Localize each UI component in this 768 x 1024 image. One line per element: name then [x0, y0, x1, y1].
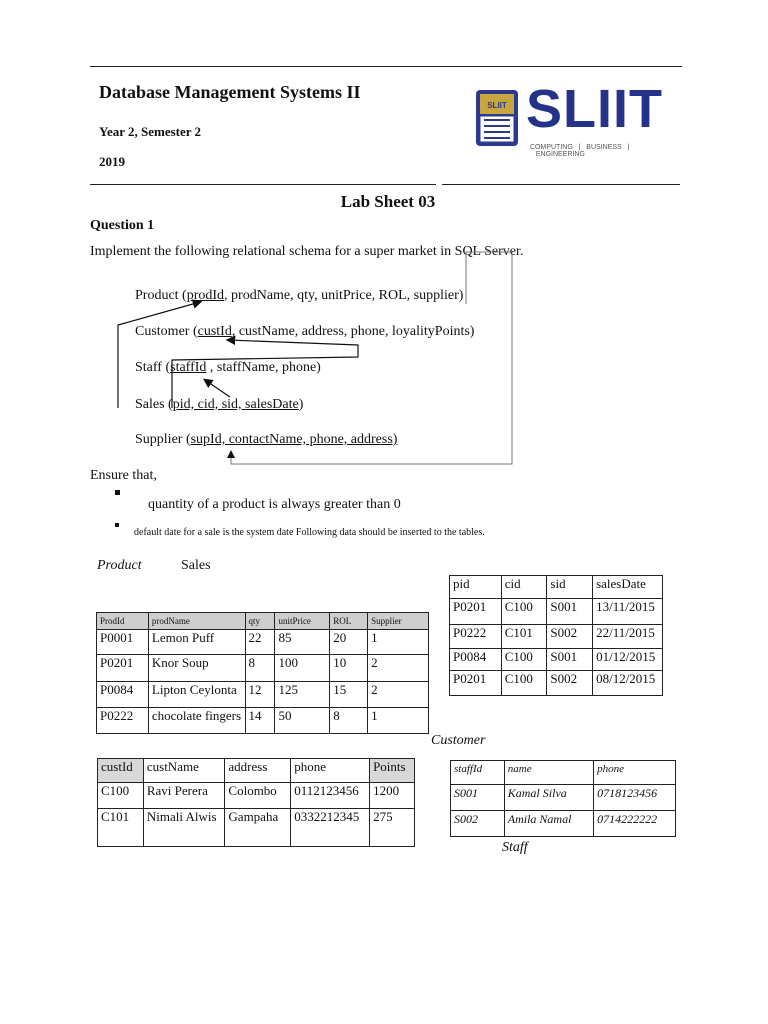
table-row — [450, 599, 663, 625]
logo-tagline: COMPUTING | BUSINESS | ENGINEERING — [530, 144, 630, 158]
staff-caption: Staff — [502, 840, 528, 855]
table-cell: 1 — [368, 630, 429, 655]
column-header: unitPrice — [275, 613, 330, 630]
column-header: prodName — [148, 613, 245, 630]
column-header: phone — [291, 759, 370, 783]
ensure-text: Ensure that, — [90, 468, 157, 483]
schema-staff: Staff (staffId , staffName, phone) — [135, 360, 321, 375]
table-cell: 0112123456 — [291, 783, 370, 809]
table-cell: 10 — [330, 655, 368, 682]
table-cell: 08/12/2015 — [593, 671, 663, 696]
table-cell: S002 — [451, 811, 505, 837]
schema-product: Product (prodId, prodName, qty, unitPrice, ROL, supplier) — [135, 288, 464, 303]
table-cell: 1200 — [370, 783, 415, 809]
table-cell: 2 — [368, 655, 429, 682]
table-cell: P0084 — [450, 649, 502, 671]
table-row — [451, 811, 676, 837]
schema-supplier: Supplier (supId, contactName, phone, address) — [135, 432, 398, 447]
product-caption: Product — [97, 558, 142, 573]
table-cell: 0714222222 — [594, 811, 676, 837]
table-cell: 20 — [330, 630, 368, 655]
bullet-2-text: default date for a sale is the system date Following data should be inserted to the tables. — [134, 527, 485, 538]
table-cell: C100 — [501, 599, 547, 625]
column-header: pid — [450, 576, 502, 599]
crest-text: SLIIT — [487, 101, 507, 110]
column-header: ROL — [330, 613, 368, 630]
table-cell: 22 — [245, 630, 275, 655]
table-cell: 12 — [245, 682, 275, 708]
table-header-row — [451, 761, 676, 785]
table-cell: P0222 — [97, 708, 149, 734]
table-cell: S002 — [547, 625, 593, 649]
year: 2019 — [99, 154, 125, 169]
table-cell: 14 — [245, 708, 275, 734]
column-header: name — [504, 761, 593, 785]
table-cell: 0718123456 — [594, 785, 676, 811]
table-cell: Ravi Perera — [143, 783, 225, 809]
table-cell: S001 — [451, 785, 505, 811]
arrow-sales-to-customer — [172, 340, 358, 408]
table-cell: P0222 — [450, 625, 502, 649]
table-cell: S001 — [547, 649, 593, 671]
table-row — [97, 708, 429, 734]
table-cell: Gampaha — [225, 809, 291, 847]
arrow-sales-to-staff — [205, 380, 230, 397]
lab-sheet-title: Lab Sheet 03 — [340, 192, 436, 211]
course-title: Database Management Systems II — [99, 82, 361, 102]
table-cell: Nimali Alwis — [143, 809, 225, 847]
column-header: salesDate — [593, 576, 663, 599]
logo-wordmark: SLIIT — [526, 79, 663, 139]
table-cell: P0201 — [450, 599, 502, 625]
column-header: Points — [370, 759, 415, 783]
column-header: sid — [547, 576, 593, 599]
column-header: Supplier — [368, 613, 429, 630]
table-cell: chocolate fingers — [148, 708, 245, 734]
question-label: Question 1 — [90, 218, 155, 233]
table-cell: 0332212345 — [291, 809, 370, 847]
table-cell: C101 — [98, 809, 144, 847]
table-cell: 85 — [275, 630, 330, 655]
table-cell: Lipton Ceylonta — [148, 682, 245, 708]
table-row — [97, 682, 429, 708]
staff-table — [450, 760, 676, 837]
bullet-1-text: quantity of a product is always greater than 0 — [148, 497, 401, 512]
column-header: address — [225, 759, 291, 783]
table-row — [450, 625, 663, 649]
table-row — [450, 649, 663, 671]
customer-table — [97, 758, 415, 847]
year-semester: Year 2, Semester 2 — [99, 124, 202, 139]
table-cell: Lemon Puff — [148, 630, 245, 655]
table-cell: Amila Namal — [504, 811, 593, 837]
table-cell: 275 — [370, 809, 415, 847]
table-row — [97, 655, 429, 682]
table-cell: 15 — [330, 682, 368, 708]
table-cell: P0084 — [97, 682, 149, 708]
column-header: custId — [98, 759, 144, 783]
table-header-row — [97, 613, 429, 630]
schema-arrows — [0, 0, 768, 480]
table-cell: 13/11/2015 — [593, 599, 663, 625]
table-cell: P0201 — [450, 671, 502, 696]
table-row — [97, 630, 429, 655]
column-header: qty — [245, 613, 275, 630]
table-cell: S002 — [547, 671, 593, 696]
table-cell: C100 — [501, 671, 547, 696]
table-cell: 8 — [330, 708, 368, 734]
schema-sales: Sales (pid, cid, sid, salesDate) — [135, 397, 304, 412]
column-header: cid — [501, 576, 547, 599]
table-cell: C100 — [501, 649, 547, 671]
bullet-icon — [115, 490, 120, 495]
table-cell: P0201 — [97, 655, 149, 682]
table-row — [98, 809, 415, 847]
table-cell: Colombo — [225, 783, 291, 809]
table-cell: Kamal Silva — [504, 785, 593, 811]
bullet-icon — [115, 523, 119, 527]
table-row — [98, 783, 415, 809]
table-cell: 50 — [275, 708, 330, 734]
column-header: phone — [594, 761, 676, 785]
arrow-sales-to-product — [118, 302, 200, 408]
schema-customer: Customer (custId, custName, address, phone, loyalityPoints) — [135, 324, 475, 339]
table-cell: C100 — [98, 783, 144, 809]
table-cell: 100 — [275, 655, 330, 682]
table-cell: 1 — [368, 708, 429, 734]
column-header: custName — [143, 759, 225, 783]
sales-table — [449, 575, 663, 696]
table-cell: C101 — [501, 625, 547, 649]
table-cell: S001 — [547, 599, 593, 625]
table-cell: Knor Soup — [148, 655, 245, 682]
column-header: staffId — [451, 761, 505, 785]
table-cell: 2 — [368, 682, 429, 708]
table-cell: 01/12/2015 — [593, 649, 663, 671]
table-cell: 125 — [275, 682, 330, 708]
table-cell: 8 — [245, 655, 275, 682]
table-cell: 22/11/2015 — [593, 625, 663, 649]
customer-caption: Customer — [431, 733, 486, 748]
product-table — [96, 612, 429, 734]
table-header-row — [450, 576, 663, 599]
table-header-row — [98, 759, 415, 783]
table-cell: P0001 — [97, 630, 149, 655]
table-row — [451, 785, 676, 811]
sales-caption: Sales — [181, 558, 211, 573]
question-intro: Implement the following relational schema for a super market in SQL Server. — [90, 244, 524, 259]
column-header: ProdId — [97, 613, 149, 630]
table-row — [450, 671, 663, 696]
